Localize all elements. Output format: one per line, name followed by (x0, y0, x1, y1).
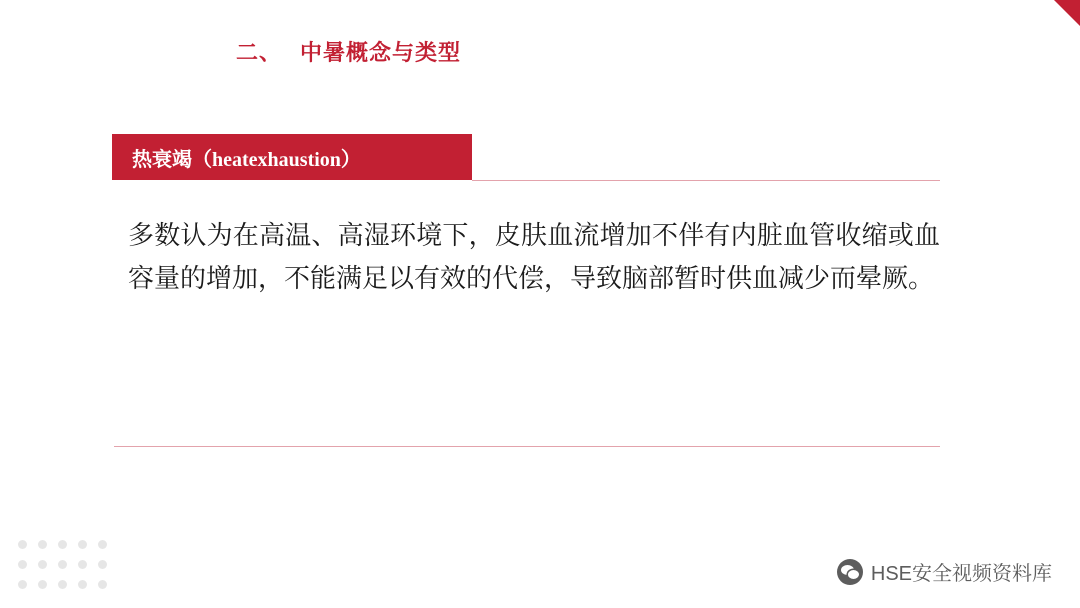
dot (18, 580, 27, 589)
dot (18, 560, 27, 569)
body-paragraph: 多数认为在高温、高湿环境下，皮肤血流增加不伴有内脏血管收缩或血容量的增加，不能满足以有效的代偿，导致脑部暂时供血减少而晕厥。 (128, 220, 940, 293)
dot (58, 580, 67, 589)
dot (78, 580, 87, 589)
footer-watermark (837, 557, 1052, 586)
wechat-icon (837, 559, 863, 585)
dot (38, 580, 47, 589)
dot (38, 540, 47, 549)
corner-accent-decoration (1054, 0, 1080, 26)
dot (98, 560, 107, 569)
topic-banner-label: 热衰竭（heatexhaustion） (132, 148, 361, 171)
section-title-text: 中暑概念与类型 (300, 40, 462, 65)
dot (98, 580, 107, 589)
section-heading (236, 36, 461, 67)
dot (78, 540, 87, 549)
topic-banner (112, 134, 472, 180)
dot (38, 560, 47, 569)
dot (58, 540, 67, 549)
dot-grid-decoration (18, 540, 112, 594)
dot (58, 560, 67, 569)
section-number: 二、 (236, 40, 283, 65)
dot (98, 540, 107, 549)
dot (78, 560, 87, 569)
watermark-label: HSE安全视频资料库 (870, 563, 1052, 585)
banner-divider-rule (472, 180, 940, 181)
bottom-divider-rule (114, 446, 940, 447)
dot (18, 540, 27, 549)
